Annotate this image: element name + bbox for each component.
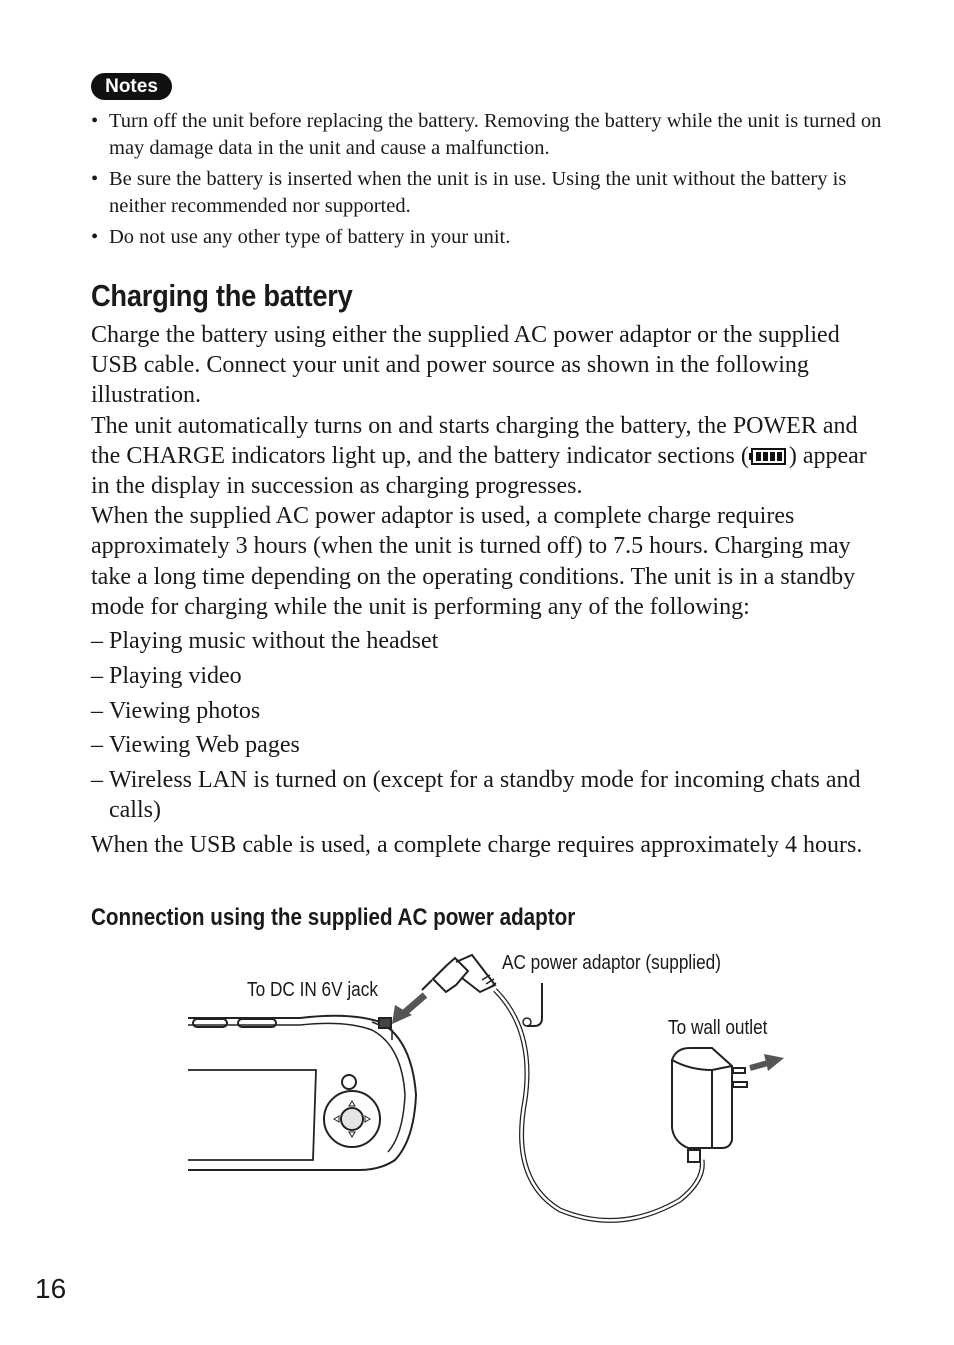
bullet: • [91,110,99,132]
paragraph-ac-charge: When the supplied AC power adaptor is used, a complete charge requires approximately 3 hours (when the unit is turned off) to 7.5 hours. Charging may take a long time depending on the operating conditions. The unit is in a standby mode for charging while the unit is performing any of the following: [91,503,856,620]
note-text: Turn off the unit before replacing the battery. Removing the battery while the unit is turned on may damage data in the unit and cause a malfunction. [109,110,882,159]
label-ac-adaptor: AC power adaptor (supplied) [502,952,721,974]
bullet: • [91,168,99,190]
paragraph-intro: Charge the battery using either the supplied AC power adaptor or the supplied USB cable. Connect your unit and power source as shown in the following illustration. [91,322,840,409]
arrow-to-jack-icon [392,995,425,1024]
note-text: Do not use any other type of battery in your unit. [109,226,511,248]
standby-item: – Viewing photos [91,697,261,724]
section-title: Charging the battery [91,278,353,313]
standby-item: – Playing video [91,662,242,689]
paragraph-indicators-end: ) appear in the display in succession as charging progresses. [91,442,867,500]
standby-item: – Playing music without the headset [91,628,439,655]
paragraph-indicators-start: The unit automatically turns on and starts charging the battery, the POWER and the CHARGE indicators light up, and the battery indicator sections ( [91,412,858,469]
note-text: Be sure the battery is inserted when the unit is in use. Using the unit without the battery is neither recommended nor supported. [109,168,847,217]
standby-item: – Viewing Web pages [91,732,300,759]
notes-badge: Notes [91,73,172,100]
page-number: 16 [35,1273,67,1304]
device-body [188,1016,416,1170]
ac-adaptor [672,1048,747,1162]
paragraph-usb-charge: When the USB cable is used, a complete charge requires approximately 4 hours. [91,832,863,859]
connection-title: Connection using the supplied AC power adaptor [91,904,576,931]
arrow-to-wall-icon [750,1054,784,1071]
label-dc-jack: To DC IN 6V jack [247,979,378,1001]
bullet: • [91,226,99,248]
standby-item: – Wireless LAN is turned on (except for a standby mode for incoming chats and calls) [91,767,861,824]
dc-plug [422,955,496,992]
label-wall-outlet: To wall outlet [668,1017,768,1039]
